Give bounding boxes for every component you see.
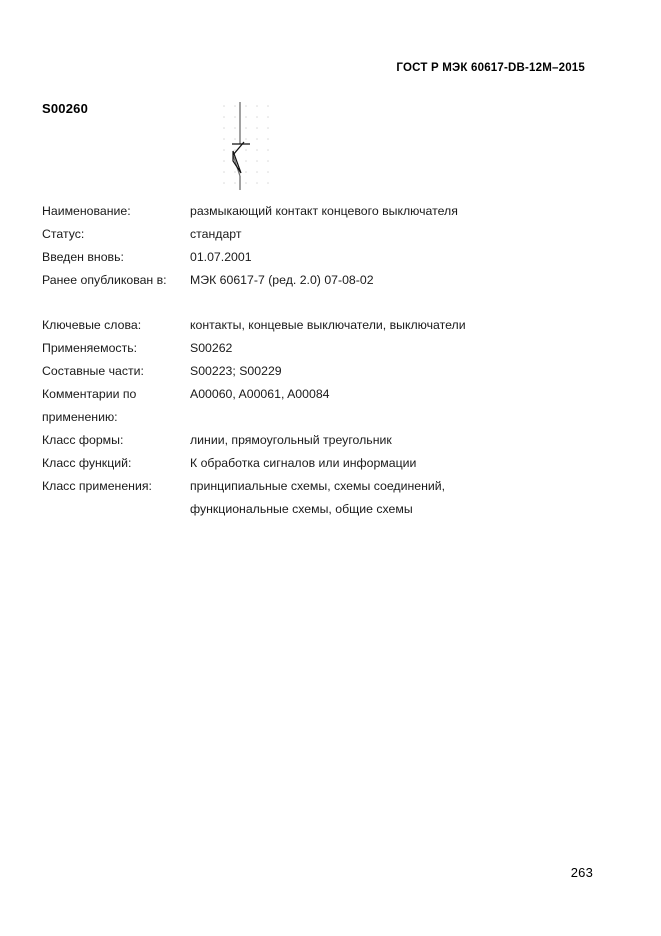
limit-switch-break-contact-symbol xyxy=(218,100,274,192)
property-row-introduced xyxy=(42,246,602,269)
property-label-application-notes xyxy=(42,383,190,429)
page-title: S00260 xyxy=(42,101,89,116)
property-value-name: размыкающий контакт концевого выключателя xyxy=(190,204,458,218)
property-row-status xyxy=(42,223,602,246)
property-row-previously-published xyxy=(42,269,602,292)
document-header-standard-reference: ГОСТ Р МЭК 60617-DB-12M–2015 xyxy=(396,62,585,74)
properties-group-classification xyxy=(42,314,602,521)
right-triangle-actuator xyxy=(233,151,241,173)
property-value-introduced: 01.07.2001 xyxy=(190,250,252,264)
property-row-application-notes xyxy=(42,383,602,429)
properties-group-separator xyxy=(42,292,602,314)
page-number: 263 xyxy=(570,865,593,880)
property-label-component-parts: Составные части: xyxy=(42,364,144,378)
property-value-status: стандарт xyxy=(190,227,242,241)
property-label-previously-published: Ранее опубликован в: xyxy=(42,273,167,287)
property-row-keywords xyxy=(42,314,602,337)
property-value-application-class-line-1: принципиальные схемы, схемы соединений, xyxy=(190,479,446,493)
property-label-shape-class: Класс формы: xyxy=(42,433,124,447)
property-value-application-class-line-2: функциональные схемы, общие схемы xyxy=(190,502,413,516)
property-value-function-class: К обработка сигналов или информации xyxy=(190,456,417,470)
property-label-application-notes-line-2: применению: xyxy=(42,410,118,424)
symbol-properties-table xyxy=(42,200,602,521)
property-row-shape-class xyxy=(42,429,602,452)
property-value-application-class xyxy=(190,475,602,521)
property-value-keywords: контакты, концевые выключатели, выключатели xyxy=(190,318,466,332)
property-row-applicability xyxy=(42,337,602,360)
property-row-component-parts xyxy=(42,360,602,383)
property-value-component-parts: S00223; S00229 xyxy=(190,364,282,378)
property-label-applicability: Применяемость: xyxy=(42,341,138,355)
property-label-application-class: Класс применения: xyxy=(42,479,152,493)
property-label-function-class: Класс функций: xyxy=(42,456,132,470)
symbol-drawing xyxy=(218,100,274,192)
property-value-applicability: S00262 xyxy=(190,341,233,355)
property-value-shape-class: линии, прямоугольный треугольник xyxy=(190,433,392,447)
property-row-name xyxy=(42,200,602,223)
property-label-application-notes-line-1: Комментарии по xyxy=(42,387,137,401)
property-value-previously-published: МЭК 60617-7 (ред. 2.0) 07-08-02 xyxy=(190,273,374,287)
properties-group-identification xyxy=(42,200,602,292)
property-row-application-class xyxy=(42,475,602,521)
property-label-keywords: Ключевые слова: xyxy=(42,318,142,332)
property-label-introduced: Введен вновь: xyxy=(42,250,124,264)
property-row-function-class xyxy=(42,452,602,475)
property-label-status: Статус: xyxy=(42,227,85,241)
property-label-name: Наименование: xyxy=(42,204,131,218)
property-value-application-notes: A00060, A00061, A00084 xyxy=(190,387,330,401)
